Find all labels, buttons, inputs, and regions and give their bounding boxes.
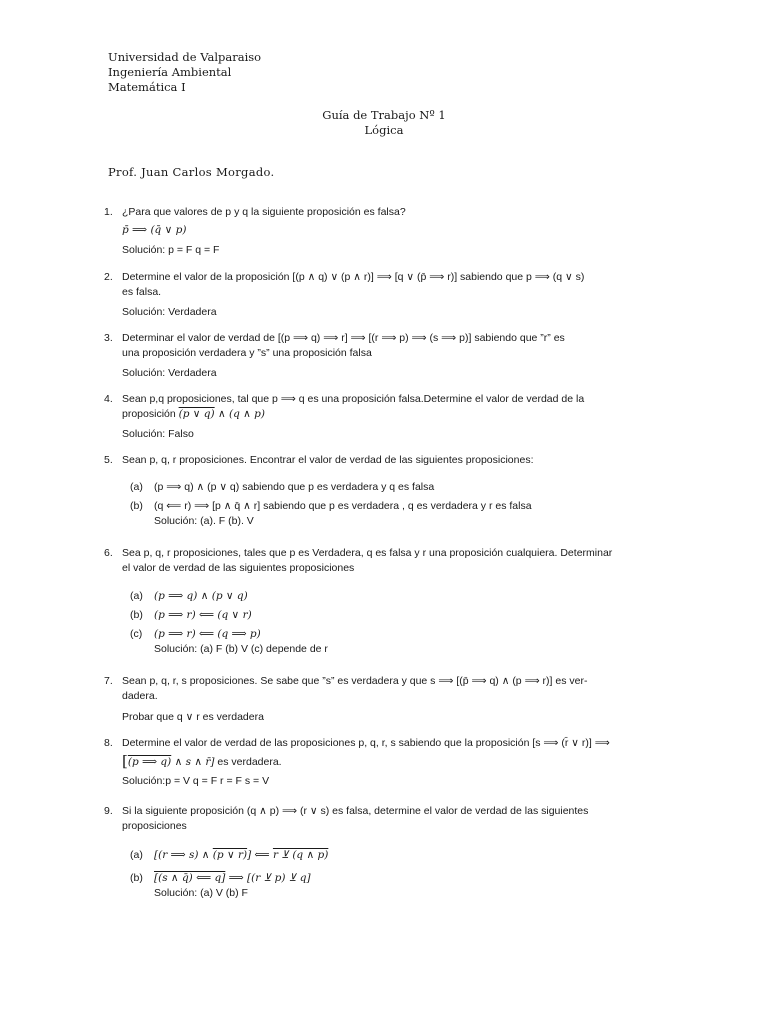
exercise-text: ¿Para que valores de p y q la siguiente proposición es falsa? — [122, 206, 406, 218]
exercise-text-line-1: Determine el valor de la proposición [(p ∧ q) ∨ (p ∧ r)] ⟹ [q ∨ (p̄ ⟹ r)] sabiendo que p ⟹ (q ∨ s) — [122, 271, 585, 283]
sub-item-label: (c) — [130, 628, 143, 640]
exercise-solution: Solución: Verdadera — [122, 306, 217, 318]
sub-item-a — [126, 589, 680, 604]
expression-tail: ∧ s ∧ r̄] — [171, 756, 215, 768]
negated-expression: r ⊻ (q ∧ p) — [272, 849, 329, 861]
exercise-text-line-2 — [122, 407, 680, 422]
exercise-text-line-2: dadera. — [122, 690, 158, 702]
exercise-3 — [104, 331, 680, 381]
exercise-text-line-2 — [122, 754, 680, 770]
negated-expression: (p ∨ r) — [212, 849, 248, 861]
university-name: Universidad de Valparaiso — [108, 50, 262, 64]
exercise-number: 9. — [104, 805, 113, 817]
sub-item-label: (b) — [130, 609, 143, 621]
exercise-text-line-1: Sea p, q, r proposiciones, tales que p es Verdadera, q es falsa y r una proposición cualquiera. Determinar — [122, 547, 613, 559]
expression-tail: ∧ (q ∧ p) — [214, 408, 265, 420]
bracket-open: [ — [122, 752, 128, 770]
document-header — [108, 50, 261, 95]
exercise-7 — [104, 674, 680, 725]
exercise-9 — [104, 804, 680, 901]
sub-item-a — [126, 480, 680, 495]
exercise-text-line-2: es falsa. — [122, 286, 162, 298]
exercise-number: 7. — [104, 675, 113, 687]
formula-part-1: [(r ⟹ s) ∧ — [154, 849, 213, 861]
exercise-text-line-3: Probar que q ∨ r es verdadera — [122, 711, 264, 723]
sub-item-b — [126, 499, 680, 514]
exercise-text: Sean p, q, r proposiciones. Encontrar el valor de verdad de las siguientes proposiciones: — [122, 454, 534, 466]
exercise-solution: Solución: (a) F (b) V (c) depende de r — [154, 643, 328, 655]
sub-item-b — [126, 608, 680, 623]
sub-item-c — [126, 627, 680, 642]
exercise-5 — [104, 453, 680, 529]
sub-item-label: (b) — [130, 872, 143, 884]
formula-tail: ⟹ [(r ⊻ p) ⊻ q] — [225, 872, 311, 884]
sub-item-formula: (p ⟹ r) ⟸ (q ⟹ p) — [154, 628, 261, 640]
exercise-solution: Solución: (a). F (b). V — [154, 515, 254, 527]
title-line-1: Guía de Trabajo Nº 1 — [322, 108, 446, 122]
exercise-8 — [104, 736, 680, 789]
exercise-6 — [104, 546, 680, 657]
title-line-2: Lógica — [364, 123, 404, 137]
sub-item-formula: (p ⟹ r) ⟸ (q ∨ r) — [154, 609, 252, 621]
sub-item-label: (a) — [130, 481, 143, 493]
sub-item-text: (p ⟹ q) ∧ (p ∨ q) sabiendo que p es verdadera y q es falsa — [154, 481, 435, 493]
sub-item-a — [126, 848, 680, 863]
exercise-number: 6. — [104, 547, 113, 559]
sub-item-text: (q ⟸ r) ⟹ [p ∧ q̄ ∧ r] sabiendo que p es verdadera , q es verdadera y r es falsa — [154, 500, 532, 512]
sub-item-formula: (p ⟹ q) ∧ (p ∨ q) — [154, 590, 248, 602]
exercise-number: 3. — [104, 332, 113, 344]
sub-item-label: (a) — [130, 590, 143, 602]
professor-name: Prof. Juan Carlos Morgado. — [108, 165, 275, 179]
exercise-1 — [104, 205, 680, 258]
sub-item-b — [126, 871, 680, 886]
exercise-text-line-2: proposiciones — [122, 820, 187, 832]
exercise-solution: Solución: (a) V (b) F — [154, 887, 248, 899]
text-suffix: es verdadera. — [214, 756, 282, 768]
exercise-number: 2. — [104, 271, 113, 283]
exercise-solution: Solución: Verdadera — [122, 367, 217, 379]
exercise-number: 8. — [104, 737, 113, 749]
program-name: Ingeniería Ambiental — [108, 65, 232, 79]
exercise-number: 1. — [104, 206, 113, 218]
exercise-text-line-1: Sean p,q proposiciones, tal que p ⟹ q es una proposición falsa.Determine el valor de verdad de la — [122, 393, 585, 405]
exercise-solution: Solución:p = V q = F r = F s = V — [122, 775, 270, 787]
document-title — [0, 108, 768, 138]
exercise-text-line-1: Sean p, q, r, s proposiciones. Se sabe que ”s” es verdadera y que s ⟹ [(p̄ ⟹ q) ∧ (p ⟹ r)] es ver- — [122, 675, 588, 687]
exercise-text-line-1: Si la siguiente proposición (q ∧ p) ⟹ (r ∨ s) es falsa, determine el valor de verdad de las siguientes — [122, 805, 589, 817]
exercise-text-line-2: una proposición verdadera y ”s” una proposición falsa — [122, 347, 372, 359]
text-prefix: proposición — [122, 408, 179, 420]
sub-item-label: (a) — [130, 849, 143, 861]
exercise-2 — [104, 270, 680, 320]
negated-expression: (p ∨ q) — [178, 408, 215, 420]
exercise-text-line-1: Determine el valor de verdad de las proposiciones p, q, r, s sabiendo que la proposición [s ⟹ (r̄ ∨ r)] ⟹ — [122, 737, 610, 749]
formula-part-3: ] — [247, 849, 252, 861]
exercise-solution: Solución: Falso — [122, 428, 194, 440]
exercise-number: 5. — [104, 454, 113, 466]
exercise-number: 4. — [104, 393, 113, 405]
exercise-solution: Solución: p = F q = F — [122, 244, 220, 256]
formula-connective: ⟸ — [251, 849, 273, 861]
sub-item-label: (b) — [130, 500, 143, 512]
negated-expression: [(s ∧ q̄) ⟸ q] — [154, 872, 226, 884]
exercise-text-line-1: Determinar el valor de verdad de [(p ⟹ q) ⟹ r] ⟹ [(r ⟹ p) ⟹ (s ⟹ p)] sabiendo que ”r” es — [122, 332, 565, 344]
exercise-text-line-2: el valor de verdad de las siguientes proposiciones — [122, 562, 355, 574]
negated-expression: (p ⟹ q) — [127, 756, 172, 768]
course-name: Matemática I — [108, 80, 186, 94]
exercise-formula: p̄ ⟹ (q̄ ∨ p) — [122, 224, 187, 236]
exercise-4 — [104, 392, 680, 442]
